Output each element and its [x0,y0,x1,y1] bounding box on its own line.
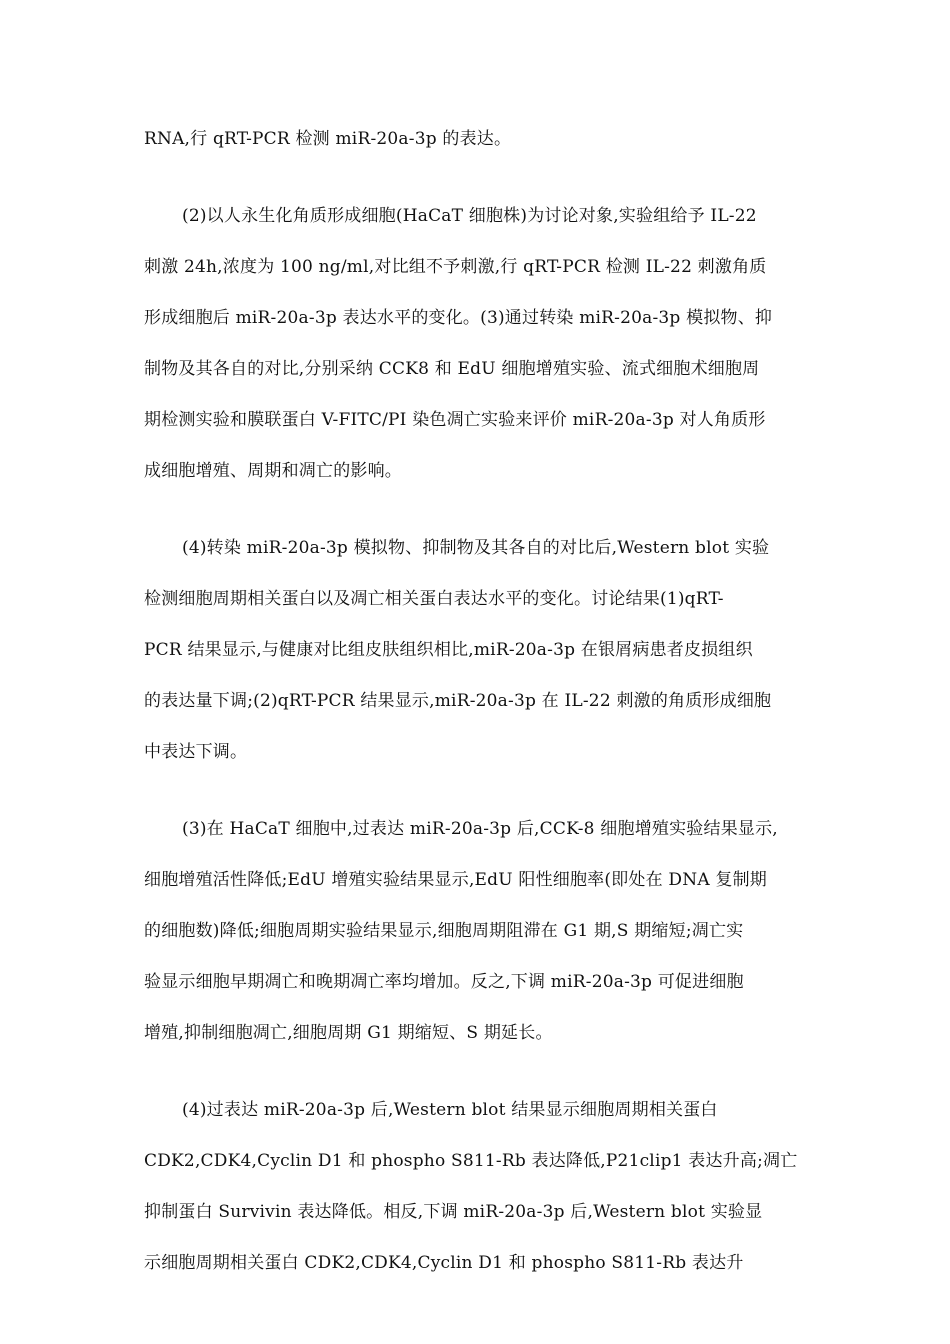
text-line: RNA,行 qRT-PCR 检测 miR-20a-3p 的表达。 [144,129,512,149]
text-line: 中表达下调。 [144,742,248,762]
text-line: 制物及其各自的对比,分别采纳 CCK8 和 EdU 细胞增殖实验、流式细胞术细胞周 [144,359,760,379]
text-line: 检测细胞周期相关蛋白以及凋亡相关蛋白表达水平的变化。讨论结果(1)qRT- [144,589,724,609]
text-line: (3)在 HaCaT 细胞中,过表达 miR-20a-3p 后,CCK-8 细胞增殖实验结果显示, [182,819,778,839]
text-line: 的表达量下调;(2)qRT-PCR 结果显示,miR-20a-3p 在 IL-22 刺激的角质形成细胞 [144,691,772,711]
text-line: 期检测实验和膜联蛋白 V-FITC/PI 染色凋亡实验来评价 miR-20a-3p 对人角质形 [144,410,766,430]
text-line: 成细胞增殖、周期和凋亡的影响。 [144,461,402,481]
text-line: (2)以人永生化角质形成细胞(HaCaT 细胞株)为讨论对象,实验组给予 IL-22 [182,206,757,226]
text-line: PCR 结果显示,与健康对比组皮肤组织相比,miR-20a-3p 在银屑病患者皮损组织 [144,640,753,660]
paragraph-2 [144,191,814,497]
text-line: 示细胞周期相关蛋白 CDK2,CDK4,Cyclin D1 和 phospho S811-Rb 表达升 [144,1253,744,1273]
text-line: 细胞增殖活性降低;EdU 增殖实验结果显示,EdU 阳性细胞率(即处在 DNA 复制期 [144,870,767,890]
paragraph-5 [144,1085,814,1289]
text-line: 形成细胞后 miR-20a-3p 表达水平的变化。(3)通过转染 miR-20a-3p 模拟物、抑 [144,308,773,328]
paragraph-3 [144,523,814,778]
text-line: 验显示细胞早期凋亡和晚期凋亡率均增加。反之,下调 miR-20a-3p 可促进细胞 [144,972,744,992]
text-line: 刺激 24h,浓度为 100 ng/ml,对比组不予刺激,行 qRT-PCR 检测 IL-22 刺激角质 [144,257,767,277]
text-line: (4)过表达 miR-20a-3p 后,Western blot 结果显示细胞周期相关蛋白 [182,1100,718,1120]
text-line: 的细胞数)降低;细胞周期实验结果显示,细胞周期阻滞在 G1 期,S 期缩短;凋亡实 [144,921,744,941]
paragraph-1 [144,114,814,165]
text-line: 抑制蛋白 Survivin 表达降低。相反,下调 miR-20a-3p 后,Western blot 实验显 [144,1202,763,1222]
text-line: (4)转染 miR-20a-3p 模拟物、抑制物及其各自的对比后,Western blot 实验 [182,538,770,558]
body-text [144,114,814,1315]
paragraph-4 [144,804,814,1059]
text-line: CDK2,CDK4,Cyclin D1 和 phospho S811-Rb 表达降低,P21clip1 表达升高;凋亡 [144,1151,798,1171]
text-line: 增殖,抑制细胞凋亡,细胞周期 G1 期缩短、S 期延长。 [144,1023,553,1043]
